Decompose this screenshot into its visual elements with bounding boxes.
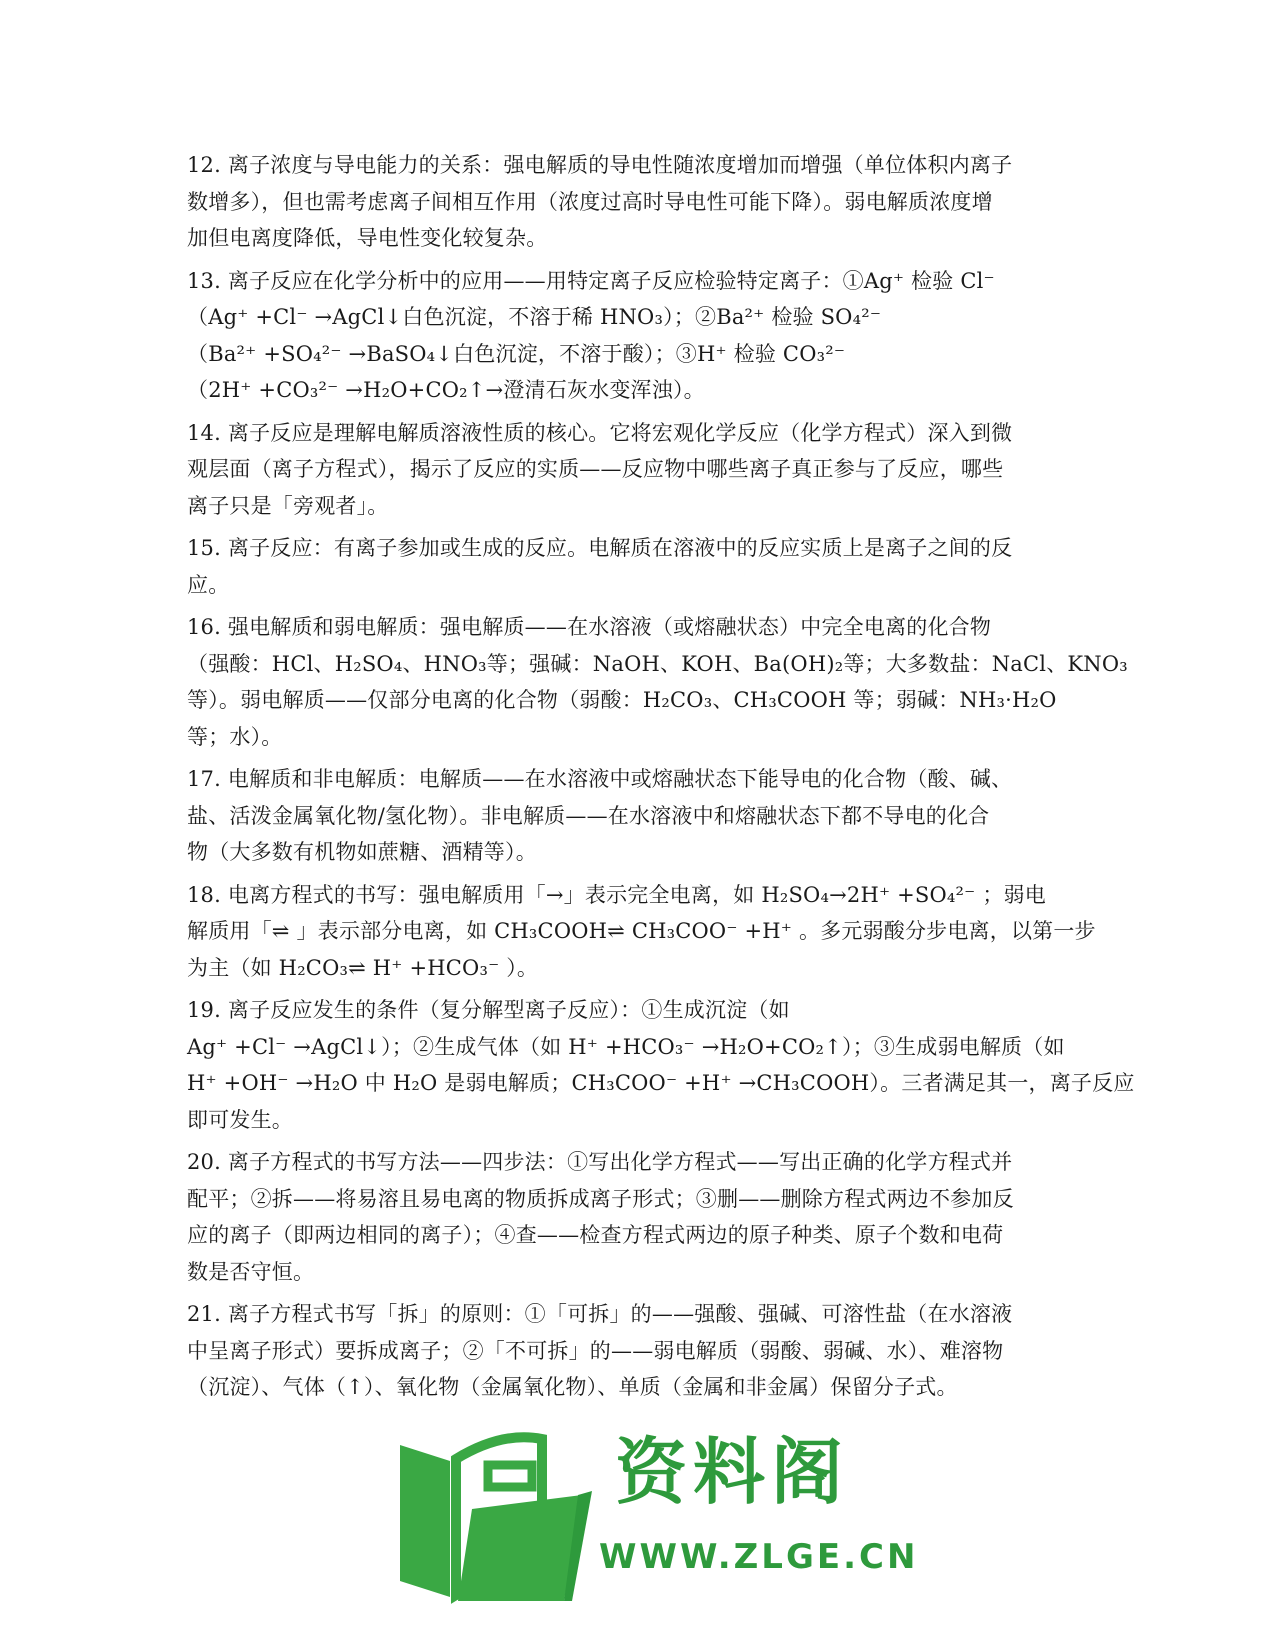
text-line: 20. 离子方程式的书写方法——四步法：①写出化学方程式——写出正确的化学方程式并 xyxy=(187,1150,1013,1174)
text-line: （强酸：HCl、H₂SO₄、HNO₃等；强碱：NaOH、KOH、Ba(OH)₂等；大多数盐：NaCl、KNO₃ xyxy=(187,651,1128,676)
open-book-folder-icon xyxy=(392,1425,602,1605)
text-line: 中呈离子形式）要拆成离子；②「不可拆」的——弱电解质（弱酸、弱碱、水）、难溶物 xyxy=(187,1338,1004,1363)
document-body xyxy=(187,147,1135,1412)
logo-title: 资料阁 xyxy=(615,1430,850,1514)
text-line: 数是否守恒。 xyxy=(187,1259,315,1284)
text-line: 17. 电解质和非电解质：电解质——在水溶液中或熔融状态下能导电的化合物（酸、碱、 xyxy=(187,767,1013,791)
text-line: 应。 xyxy=(187,572,230,597)
text-line: 13. 离子反应在化学分析中的应用——用特定离子反应检验特定离子：①Ag⁺ 检验 Cl⁻ xyxy=(187,268,995,293)
text-line: （Ag⁺ +Cl⁻ →AgCl↓白色沉淀，不溶于稀 HNO₃）；②Ba²⁺ 检验 SO₄²⁻ xyxy=(187,305,882,329)
paragraph xyxy=(187,761,1087,871)
text-line: H⁺ +OH⁻ →H₂O 中 H₂O 是弱电解质；CH₃COO⁻ +H⁺ →CH₃COOH）。三者满足其一，离子反应 xyxy=(187,1071,1135,1095)
text-line: 加但电离度降低，导电性变化较复杂。 xyxy=(187,226,548,250)
paragraph xyxy=(187,877,1096,987)
paragraph xyxy=(187,609,1128,755)
text-line: （沉淀）、气体（↑）、氧化物（金属氧化物）、单质（金属和非金属）保留分子式。 xyxy=(187,1375,958,1399)
text-line: 12. 离子浓度与导电能力的关系：强电解质的导电性随浓度增加而增强（单位体积内离子 xyxy=(187,153,1013,177)
text-line: 观层面（离子方程式），揭示了反应的实质——反应物中哪些离子真正参与了反应，哪些 xyxy=(187,457,1004,481)
logo-url: WWW.ZLGE.CN xyxy=(599,1537,919,1577)
text-line: 解质用「⇌ 」表示部分电离，如 CH₃COOH⇌ CH₃COO⁻ +H⁺ 。多元弱酸分步电离，以第一步 xyxy=(187,919,1096,943)
watermark-logo xyxy=(392,1425,919,1615)
text-line: 18. 电离方程式的书写：强电解质用「→」表示完全电离，如 H₂SO₄→2H⁺ +SO₄²⁻ ；弱电 xyxy=(187,882,1046,907)
text-line: 16. 强电解质和弱电解质：强电解质——在水溶液（或熔融状态）中完全电离的化合物 xyxy=(187,615,992,639)
text-line: （2H⁺ +CO₃²⁻ →H₂O+CO₂↑→澄清石灰水变浑浊）。 xyxy=(187,378,705,402)
text-line: 离子只是「旁观者」。 xyxy=(187,493,389,518)
text-line: 14. 离子反应是理解电解质溶液性质的核心。它将宏观化学反应（化学方程式）深入到微 xyxy=(187,420,1013,445)
paragraph xyxy=(187,263,1087,409)
text-line: 盐、活泼金属氧化物/氢化物）。非电解质——在水溶液中和熔融状态下都不导电的化合 xyxy=(187,803,990,828)
text-line: 应的离子（即两边相同的离子）；④查——检查方程式两边的原子种类、原子个数和电荷 xyxy=(187,1223,1004,1247)
paragraph xyxy=(187,1144,1087,1290)
text-line: （Ba²⁺ +SO₄²⁻ →BaSO₄↓白色沉淀，不溶于酸）；③H⁺ 检验 CO₃²⁻ xyxy=(187,341,846,366)
text-line: 数增多），但也需考虑离子间相互作用（浓度过高时导电性可能下降）。弱电解质浓度增 xyxy=(187,189,993,214)
text-line: 19. 离子反应发生的条件（复分解型离子反应）：①生成沉淀（如 xyxy=(187,998,790,1022)
text-line: 15. 离子反应：有离子参加或生成的反应。电解质在溶液中的反应实质上是离子之间的反 xyxy=(187,536,1013,560)
text-line: Ag⁺ +Cl⁻ →AgCl↓）；②生成气体（如 H⁺ +HCO₃⁻ →H₂O+CO₂↑）；③生成弱电解质（如 xyxy=(187,1034,1065,1059)
text-line: 物（大多数有机物如蔗糖、酒精等）。 xyxy=(187,840,537,864)
paragraph xyxy=(187,530,1087,603)
paragraph xyxy=(187,992,1135,1138)
text-line: 为主（如 H₂CO₃⇌ H⁺ +HCO₃⁻ ）。 xyxy=(187,955,539,980)
text-line: 即可发生。 xyxy=(187,1107,293,1132)
text-line: 等）。弱电解质——仅部分电离的化合物（弱酸：H₂CO₃、CH₃COOH 等；弱碱：NH₃·H₂O xyxy=(187,688,1057,712)
paragraph xyxy=(187,147,1087,257)
paragraph xyxy=(187,415,1087,525)
text-line: 21. 离子方程式书写「拆」的原则：①「可拆」的——强酸、强碱、可溶性盐（在水溶液 xyxy=(187,1302,1013,1326)
text-line: 等；水）。 xyxy=(187,724,283,749)
text-line: 配平；②拆——将易溶且易电离的物质拆成离子形式；③删——删除方程式两边不参加反 xyxy=(187,1186,1014,1211)
paragraph xyxy=(187,1296,1087,1406)
